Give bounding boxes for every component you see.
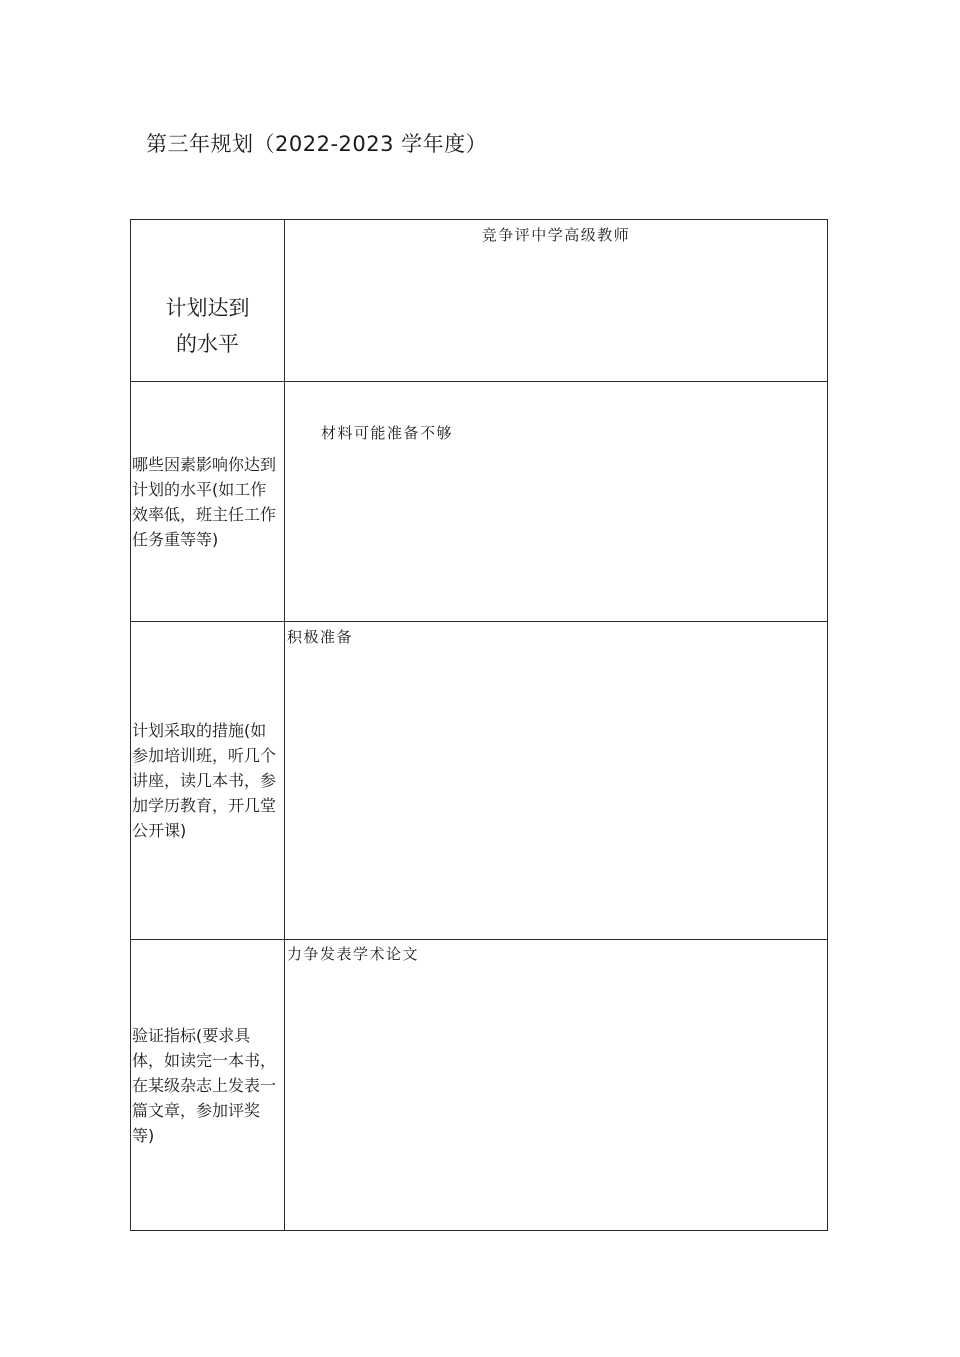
row-label-line: 篇文章，参加评奖 [132,1100,261,1120]
row-value: 力争发表学术论文 [287,945,420,963]
row-label-line: 计划采取的措施(如 [132,721,267,740]
row-value: 竞争评中学高级教师 [481,226,631,244]
row-label-line: 验证指标(要求具 [132,1025,251,1045]
row-label-line: 讲座，读几本书，参 [132,771,277,790]
row-value-cell [285,622,828,940]
row-label-line: 体，如读完一本书， [132,1050,277,1070]
row-label-cell [131,940,285,1231]
row-label-line: 公开课) [132,821,187,840]
row-value-cell [285,220,828,382]
page-title: 第三年规划（2022-2023 学年度） [146,132,488,156]
row-label-line: 参加培训班，听几个 [132,746,277,765]
row-label-line: 计划达到 [165,295,250,320]
row-label-cell [131,220,285,382]
row-label [131,240,284,362]
row-label [131,1023,284,1148]
row-value-cell [285,940,828,1231]
table-row-target-level [131,220,828,382]
row-label-line: 计划的水平(如工作 [132,479,267,499]
row-value: 材料可能准备不够 [321,424,454,442]
row-label [131,452,284,552]
row-value-cell [285,382,828,622]
row-label-line: 在某级杂志上发表一 [132,1075,277,1095]
row-value: 积极准备 [287,628,354,646]
plan-table [130,219,828,1231]
row-label-cell [131,382,285,622]
row-label-line: 加学历教育，开几堂 [132,796,277,815]
row-label-line: 效率低，班主任工作 [132,504,277,524]
row-label-cell [131,622,285,940]
table-row-verification [131,940,828,1231]
row-label-line: 哪些因素影响你达到 [132,454,277,474]
row-label-line: 等) [132,1125,155,1145]
row-label-line: 任务重等等) [132,529,219,549]
row-label [131,718,284,843]
table-row-measures [131,622,828,940]
row-label-line: 的水平 [176,331,239,356]
table-row-influencing-factors [131,382,828,622]
